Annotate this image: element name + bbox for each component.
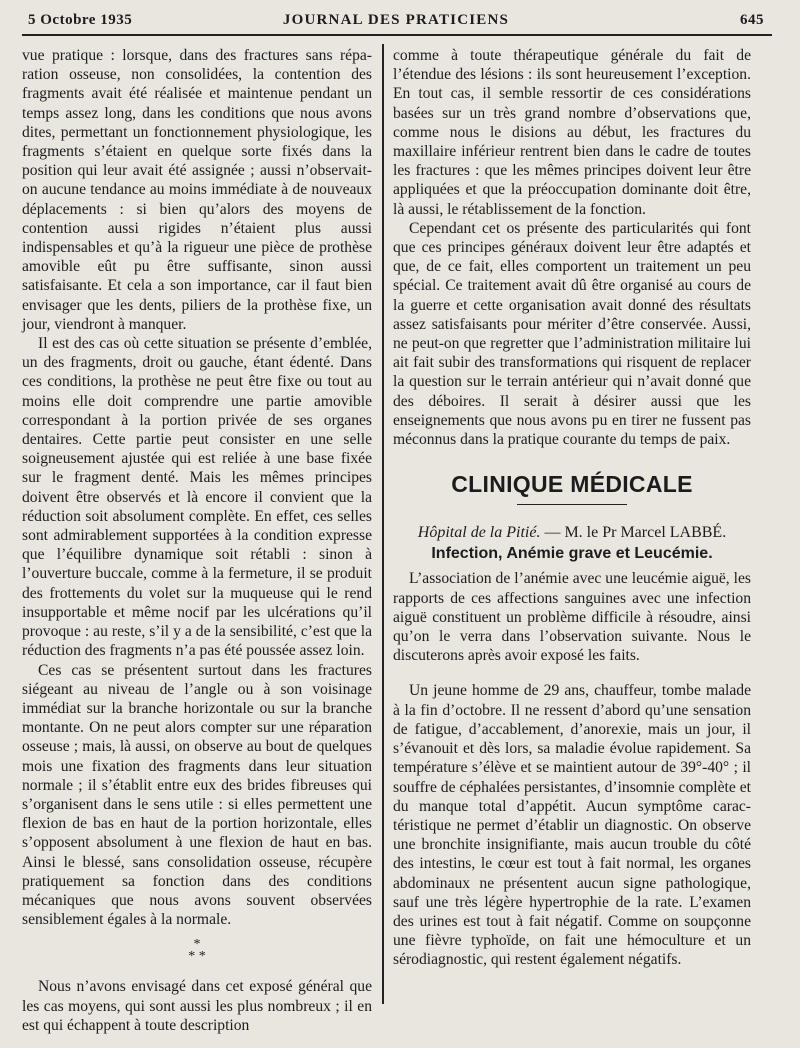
right-column xyxy=(393,46,751,970)
right-paragraph-1: comme à toute thérapeutique générale du fait de l’étendue des lésions : ils sont heureusement l’exception. En tout cas, il semble ressortir de ces considérations basées sur un très grand nombre d’observations que, comme nous le disions au début, les fractures du maxillaire inférieur rentrent bien dans le cadre de toutes les fractures : que les mêmes principes doivent leur être appliquées et que la préoccupation dominante doit être, là aussi, le rétablissement de la fonction. xyxy=(393,47,751,218)
section-asterism xyxy=(22,939,372,963)
left-paragraph-2: Il est des cas où cette situation se présente d’emblée, un des fragments, droit ou gauche, étant édenté. Dans ces conditions, la prothèse ne peut être fixe ou tout au moins elle doit comprendre une partie amovible correspondant à la portion privée de ses organes dentaires. Cette partie peut consister en une selle soigneusement ajustée qui est reliée à une base fixée sur le fragment denté. Mais les mêmes principes doivent être observés et là encore il convient que la réduction soit absolument complète. En effet, ces selles sont admirablement supportées à la condition expresse que l’équilibre dynamique soit rétabli : sinon à l’ouverture buccale, comme à la fermeture, il se produit des frottements du volet sur la muqueuse qui le rend insupportable et même nocif par les ulcérations qu’il provoque : au reste, s’il y a de la sensibilité, c’est que la réduction des fragments n’a pas été poussée assez loin. xyxy=(22,335,372,660)
column-divider xyxy=(382,44,384,1004)
page-header xyxy=(28,12,764,34)
right-paragraph-2: Cependant cet os présente des particularités qui font que ces principes généraux doivent leur être adaptés et que, de ce fait, elles comportent un traitement un peu spécial. Ce traitement avait dû être organisé au cours de la guerre et cette organisation avait donné des résultats assez satisfaisants pour mériter d’être conservée. Aussi, ne peut-on que regretter que l’administration militaire lui ait fait subir des transformations qui risquent de replacer la question sur le terrain antérieur qui n’avait donné que des déboires. Il serait à désirer aussi que les enseignements que nous avons pu en tirer ne fussent pas méconnus dans la pratique courante du temps de paix. xyxy=(393,219,751,449)
hospital-line xyxy=(393,523,751,543)
journal-title: JOURNAL DES PRATICIENS xyxy=(282,12,510,28)
right-paragraph-3: L’association de l’anémie avec une leucémie aiguë, les rapports de ces affections sanguines avec une infection aiguë constituent un problème difficile à résoudre, ainsi qu’on le verra dans l’observation suivante. Nous le discuterons après avoir exposé les faits. xyxy=(393,570,751,665)
section-title: CLINIQUE MÉDICALE xyxy=(451,471,693,498)
issue-date: 5 Octobre 1935 xyxy=(28,12,133,28)
header-rule xyxy=(22,34,772,36)
asterism-bottom: * * xyxy=(188,949,206,965)
asterism-top: * xyxy=(193,937,201,953)
case-title: Infection, Anémie grave et Leucémie. xyxy=(431,545,713,563)
hospital-name: Hôpital de la Pitié. xyxy=(417,524,541,542)
left-paragraph-1: vue pratique : lorsque, dans des fractures sans réparation osseuse, non consolidées, la contention des fragments avait été réalisée et maintenue pendant un temps assez long, dans les conditions que nous avons dites, permettant un fonctionnement physiologique, les fragments s’étaient en quelque sorte fixés dans la position qui leur avait été assignée ; aussi n’observait-on aucune tendance au moins immédiate à de nouveaux déplacements : si bien qu’alors des moyens de contention aussi rigides n’étaient plus aussi indispensables et qu’à la rigueur une pièce de prothèse amovible eût pu être suffisante, sinon aussi satisfaisante. Et cela a son importance, car il faut bien envisager que les dents, piliers de la prothèse fixe, un jour, viendront à manquer. xyxy=(22,47,372,333)
page-number: 645 xyxy=(740,12,764,28)
left-column xyxy=(22,46,372,1035)
right-paragraph-4: Un jeune homme de 29 ans, chauffeur, tombe malade à la fin d’octobre. Il ne ressent d’abord qu’une sensation de fatigue, d’accablement, d’anorexie, mais un jour, il s’évanouit et dès lors, sa maladie évolue rapidement. Sa température s’élève et se maintient autour de 39°-40° ; il souffre de céphalées persistantes, d’insomnie complète et du manque total d’appétit. Aucun symptôme caractéristique ne permet d’établir un diagnostic. On observe une bronchite insignifiante, mais aucun trouble du côté des intestins, le cœur est tout à fait normal, les organes abdominaux ne présentent aucun signe pathologique, sauf une très légère hypertrophie de la rate. L’examen des urines est tout à fait négatif. Comme on soupçonne une fièvre typhoïde, on fait une hémoculture et un sérodiagnostic, qui restent également négatifs. xyxy=(393,682,751,969)
left-paragraph-3: Ces cas se présentent surtout dans les fractures siégeant au niveau de l’angle ou à son voisinage immédiat sur la branche horizontale ou sur la branche montante. On ne peut alors compter sur une réparation osseuse ; mais, là aussi, on observe au bout de quelques mois une fixation des fragments dans leur situation normale ; il s’établit entre eux des brides fibreuses qui s’organisent dans le sens utile : si elles permettent une flexion de bas en haut de la portion horizontale, elles s’opposent absolument à une flexion de haut en bas. Ainsi le blessé, sans consolidation osseuse, récupère pratiquement sa fonction dans des conditions mécaniques que nous avons souvent observées sensiblement égales à la normale. xyxy=(22,661,372,929)
left-paragraph-4: Nous n’avons envisagé dans cet exposé général que les cas moyens, qui sont aussi les plus nombreux ; il en est qui échappent à toute description xyxy=(22,978,372,1034)
paragraph-gap xyxy=(393,665,751,681)
section-title-rule xyxy=(517,504,627,505)
professor-name: — M. le Pr Marcel LABBÉ. xyxy=(540,524,727,542)
